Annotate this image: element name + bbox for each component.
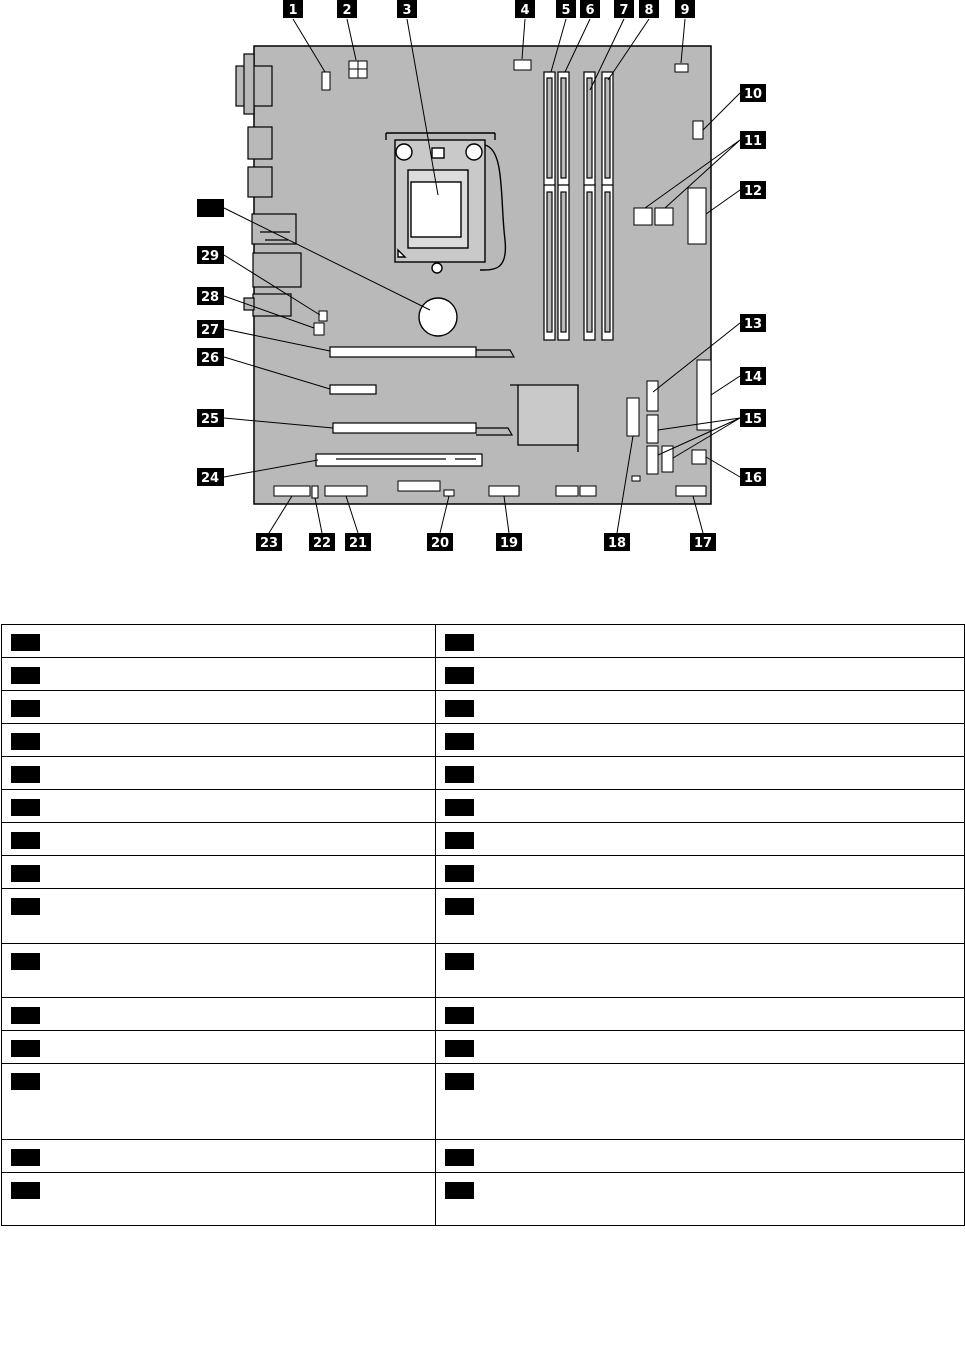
connector-15b (647, 446, 658, 474)
connector-misc2 (556, 486, 578, 496)
legend-cell (436, 1173, 965, 1226)
callout-23 (256, 533, 282, 551)
connector-22 (312, 486, 318, 498)
legend-badge (11, 865, 40, 882)
callout-label: 16 (743, 471, 763, 486)
callout-label: 13 (743, 317, 763, 332)
callout-21 (345, 533, 371, 551)
legend-badge (445, 1007, 474, 1024)
callout-10 (740, 84, 766, 102)
callout-11 (740, 131, 766, 149)
legend-cell (436, 889, 965, 944)
connector-12 (688, 188, 706, 244)
legend-badge (445, 953, 474, 970)
callout-13 (740, 314, 766, 332)
legend-cell (436, 944, 965, 998)
callout-4 (515, 0, 535, 18)
legend-badge (11, 953, 40, 970)
callout-label: 14 (743, 370, 763, 385)
callout-label: 17 (693, 536, 713, 551)
callout-label: 10 (743, 87, 763, 102)
legend-cell (2, 889, 436, 944)
callout-label: 24 (200, 471, 220, 486)
legend-cell (2, 1031, 436, 1064)
connector-21 (325, 486, 367, 496)
legend-cell (436, 625, 965, 658)
callout-label: 20 (430, 536, 450, 551)
callout-20 (427, 533, 453, 551)
legend-cell (2, 998, 436, 1031)
callout-27 (197, 320, 224, 338)
legend-cell (436, 658, 965, 691)
connector-28 (314, 323, 324, 335)
legend-cell (436, 790, 965, 823)
connector-14 (697, 360, 711, 430)
callout-12 (740, 181, 766, 199)
callout-28 (197, 287, 224, 305)
legend-badge (11, 799, 40, 816)
legend-badge (445, 799, 474, 816)
legend-cell (436, 1140, 965, 1173)
callout-label: 22 (312, 536, 332, 551)
callout-19 (496, 533, 522, 551)
legend-badge (11, 1040, 40, 1057)
legend-cell (2, 790, 436, 823)
callout-24 (197, 468, 224, 486)
legend-badge (445, 1073, 474, 1090)
callout-29 (197, 246, 224, 264)
callout-label: 4 (520, 3, 530, 18)
callout-5 (556, 0, 576, 18)
callout-25 (197, 409, 224, 427)
legend-badge (11, 1182, 40, 1199)
legend-cell (436, 691, 965, 724)
legend-cell (2, 658, 436, 691)
legend-badge (11, 1073, 40, 1090)
callout-6 (580, 0, 600, 18)
connector-1 (322, 72, 330, 90)
legend-cell (2, 724, 436, 757)
legend-badge (445, 1040, 474, 1057)
callout-label: 2 (342, 3, 352, 18)
callout-17 (690, 533, 716, 551)
legend-badge (445, 1149, 474, 1166)
legend-cell (436, 823, 965, 856)
legend-cell (2, 1173, 436, 1226)
callout-26 (197, 348, 224, 366)
connector-13 (647, 381, 658, 411)
callout-label: 19 (499, 536, 519, 551)
legend-cell (2, 1064, 436, 1140)
callout-label: 29 (200, 249, 220, 264)
callout-7 (614, 0, 634, 18)
legend-cell (436, 856, 965, 889)
callout-8 (639, 0, 659, 18)
legend-cell (436, 1064, 965, 1140)
legend-badge (445, 832, 474, 849)
legend-badge (11, 1007, 40, 1024)
legend-badge (11, 832, 40, 849)
callout-9 (675, 0, 695, 18)
connector-20 (444, 490, 454, 496)
legend-cell (2, 856, 436, 889)
legend-badge (11, 766, 40, 783)
legend-cell (2, 1140, 436, 1173)
callout-label: 6 (585, 3, 595, 18)
legend-badge (11, 1149, 40, 1166)
connector-29 (319, 311, 327, 321)
legend-badge (11, 634, 40, 651)
callout-14 (740, 367, 766, 385)
connector-11b (655, 208, 673, 225)
callout-2 (337, 0, 357, 18)
legend-badge (11, 733, 40, 750)
legend-badge (445, 898, 474, 915)
legend-cell (436, 998, 965, 1031)
callout-label: 21 (348, 536, 368, 551)
connector-10 (693, 121, 703, 139)
legend-cell (2, 757, 436, 790)
connector-16 (692, 450, 706, 464)
legend-badge (445, 865, 474, 882)
callout-3 (397, 0, 417, 18)
callout-label: 28 (200, 290, 220, 305)
legend-cell (436, 1031, 965, 1064)
connector-19 (489, 486, 519, 496)
legend-badge (445, 700, 474, 717)
callout-label: 7 (619, 3, 629, 18)
legend-cell (436, 724, 965, 757)
connector-misc4 (632, 476, 640, 481)
connector-11a (634, 208, 652, 225)
legend-badge (445, 634, 474, 651)
callout-label: 26 (200, 351, 220, 366)
legend-cell (2, 625, 436, 658)
callout-label: 1 (288, 3, 298, 18)
legend-badge (445, 733, 474, 750)
callout-label: 11 (743, 134, 763, 149)
callout-label: 9 (680, 3, 690, 18)
legend-badge (445, 1182, 474, 1199)
callout-18 (604, 533, 630, 551)
callout-15 (740, 409, 766, 427)
callout-label: 23 (259, 536, 279, 551)
callout-label: 5 (561, 3, 571, 18)
callout-22 (309, 533, 335, 551)
legend-cell (2, 944, 436, 998)
legend-badge (11, 898, 40, 915)
callout-label: 3 (402, 3, 412, 18)
callout-label: 12 (743, 184, 763, 199)
legend-table (1, 624, 965, 1226)
legend-cell (2, 691, 436, 724)
callout-1 (283, 0, 303, 18)
legend-badge (445, 766, 474, 783)
connector-18 (627, 398, 639, 436)
connector-4 (514, 60, 531, 70)
callout-label: 27 (200, 323, 220, 338)
coin-battery (419, 298, 457, 336)
chipset-heatsink (510, 385, 578, 452)
legend-badge (11, 667, 40, 684)
callout-label: 25 (200, 412, 220, 427)
motherboard-diagram (0, 0, 965, 600)
callout-label: 18 (607, 536, 627, 551)
legend-badge (445, 667, 474, 684)
connector-15a (647, 415, 658, 443)
connector-9 (675, 64, 688, 72)
connector-17 (676, 486, 706, 496)
connector-misc (398, 481, 440, 491)
connector-23 (274, 486, 310, 496)
legend-cell (436, 757, 965, 790)
connector-15c (662, 446, 673, 472)
connector-misc3 (580, 486, 596, 496)
legend-badge (11, 700, 40, 717)
legend-cell (2, 823, 436, 856)
callout-label: 15 (743, 412, 763, 427)
callout-16 (740, 468, 766, 486)
callout-30 (197, 199, 224, 217)
callout-label: 8 (644, 3, 654, 18)
